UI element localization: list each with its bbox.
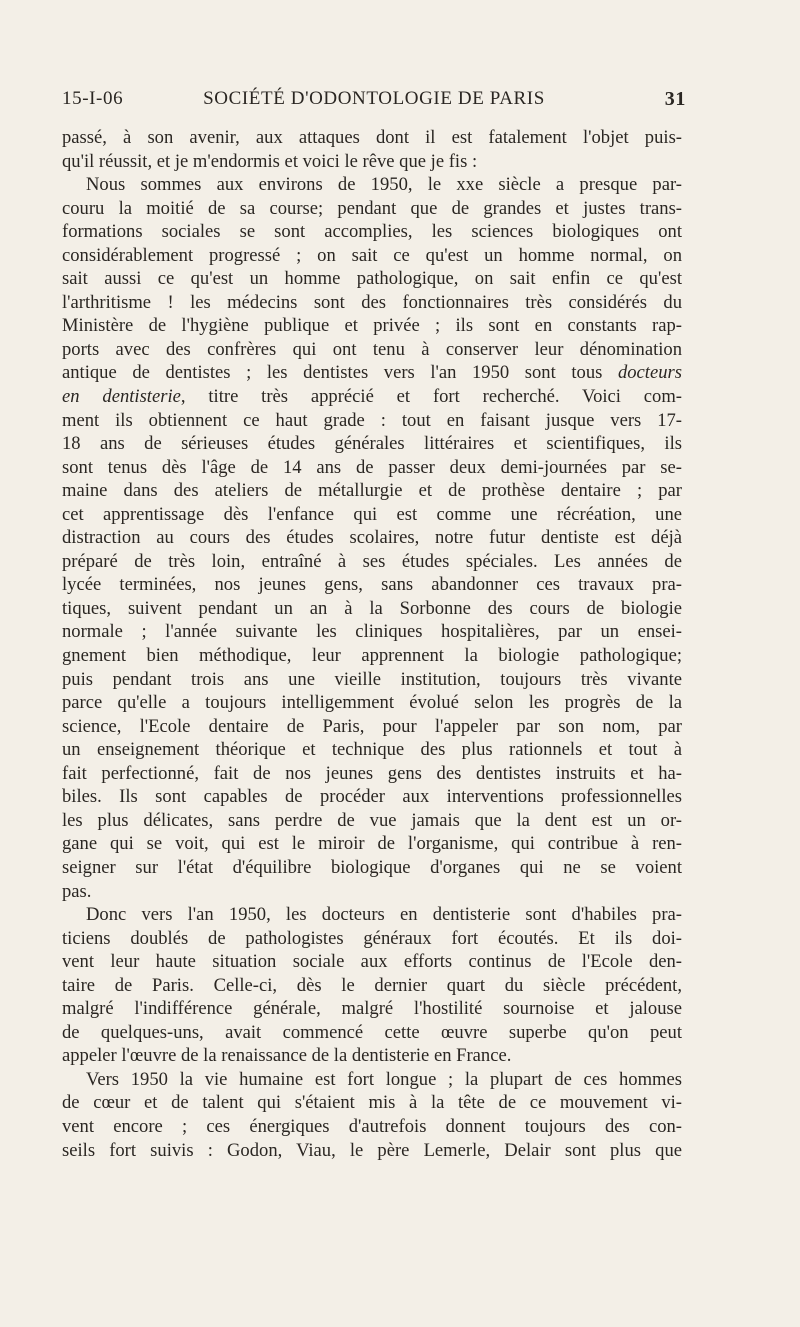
line-text: vent leur haute situation sociale aux efforts continus de l'Ecole den- xyxy=(62,951,682,973)
text-line xyxy=(62,880,682,904)
header-date: 15-I-06 xyxy=(62,88,124,109)
line-text: 18 ans de sérieuses études générales littéraires et scientifiques, ils xyxy=(62,433,682,455)
line-text: l'arthritisme ! les médecins sont des fonctionnaires très considérés du xyxy=(62,291,682,313)
line-text: maine dans des ateliers de métallurgie et de prothèse dentaire ; par xyxy=(62,480,682,502)
text-line xyxy=(62,832,682,856)
italic-text: docteurs xyxy=(617,362,682,384)
header-title: SOCIÉTÉ D'ODONTOLOGIE DE PARIS xyxy=(203,88,545,109)
text-line xyxy=(62,150,682,174)
text-line xyxy=(62,1091,682,1115)
line-text: biles. Ils sont capables de procéder aux interventions professionnelles xyxy=(62,786,682,808)
text-line xyxy=(62,432,682,456)
text-line xyxy=(62,644,682,668)
line-text: cet apprentissage dès l'enfance qui est comme une récréation, une xyxy=(62,503,682,525)
line-text: passé, à son avenir, aux attaques dont il est fatalement l'objet puis- xyxy=(62,127,682,148)
text-line xyxy=(62,691,682,715)
line-text: antique de dentistes ; les dentistes vers l'an 1950 sont tous xyxy=(62,362,603,384)
text-line xyxy=(62,809,682,833)
page-number: 31 xyxy=(664,88,686,110)
text-line xyxy=(62,456,682,480)
text-line xyxy=(62,126,682,150)
line-text: fait perfectionné, fait de nos jeunes gens des dentistes instruits et ha- xyxy=(62,762,682,784)
text-line xyxy=(62,267,682,291)
line-text: ticiens doublés de pathologistes généraux fort écoutés. Et ils doi- xyxy=(62,927,682,949)
text-line xyxy=(62,1139,682,1163)
text-line xyxy=(62,244,682,268)
line-text: ment ils obtiennent ce haut grade : tout en faisant jusque vers 17- xyxy=(62,409,682,431)
line-text: qu'il réussit, et je m'endormis et voici le rêve que je fis : xyxy=(62,150,478,172)
line-text: de cœur et de talent qui s'étaient mis à la tête de ce mouvement vi- xyxy=(62,1092,682,1114)
line-text: , titre très apprécié et fort recherché. Voici com- xyxy=(180,386,682,408)
line-text: préparé de très loin, entraîné à ses études spéciales. Les années de xyxy=(62,550,682,572)
text-line xyxy=(62,503,682,527)
text-line xyxy=(62,785,682,809)
line-text: ports avec des confrères qui ont tenu à conserver leur dénomination xyxy=(62,338,682,360)
line-text: de quelques-uns, avait commencé cette œuvre superbe qu'on peut xyxy=(62,1021,682,1043)
text-line xyxy=(62,361,682,385)
text-line xyxy=(62,220,682,244)
line-text: couru la moitié de sa course; pendant que de grandes et justes trans- xyxy=(62,197,682,219)
text-line xyxy=(62,409,682,433)
line-text: seils fort suivis : Godon, Viau, le père Lemerle, Delair sont plus que xyxy=(62,1139,682,1161)
text-line xyxy=(62,856,682,880)
text-line xyxy=(62,927,682,951)
text-line xyxy=(62,479,682,503)
body-text xyxy=(62,126,682,1162)
line-text: Vers 1950 la vie humaine est fort longue ; la plupart de ces hommes xyxy=(86,1068,682,1090)
line-text: Donc vers l'an 1950, les docteurs en dentisterie sont d'habiles pra- xyxy=(86,904,682,926)
line-text: taire de Paris. Celle-ci, dès le dernier quart du siècle précédent, xyxy=(62,974,682,996)
text-line xyxy=(62,738,682,762)
text-line xyxy=(62,762,682,786)
text-line xyxy=(62,1115,682,1139)
text-line xyxy=(62,974,682,998)
text-line xyxy=(62,1068,682,1092)
text-line xyxy=(62,573,682,597)
line-text: considérablement progressé ; on sait ce qu'est un homme normal, on xyxy=(62,244,682,266)
line-text: appeler l'œuvre de la renaissance de la dentisterie en France. xyxy=(62,1045,512,1067)
line-text: gnement bien méthodique, leur apprennent la biologie pathologique; xyxy=(62,645,682,667)
line-text: les plus délicates, sans perdre de vue jamais que la dent est un or- xyxy=(62,809,682,831)
running-header xyxy=(62,88,686,114)
text-line xyxy=(62,385,682,409)
line-text: lycée terminées, nos jeunes gens, sans abandonner ces travaux pra- xyxy=(62,574,682,596)
text-line xyxy=(62,291,682,315)
line-text: tiques, suivent pendant un an à la Sorbonne des cours de biologie xyxy=(62,597,682,619)
line-text: puis pendant trois ans une vieille institution, toujours très vivante xyxy=(62,668,682,690)
line-text: parce qu'elle a toujours intelligemment évolué selon les progrès de la xyxy=(62,692,682,714)
text-line xyxy=(62,550,682,574)
line-text: Nous sommes aux environs de 1950, le xxe siècle a presque par- xyxy=(86,174,682,196)
text-line xyxy=(62,620,682,644)
text-line xyxy=(62,597,682,621)
line-text: sont tenus dès l'âge de 14 ans de passer deux demi-journées par se- xyxy=(62,456,682,478)
text-line xyxy=(62,314,682,338)
line-text: formations sociales se sont accomplies, les sciences biologiques ont xyxy=(62,221,682,243)
line-text: Ministère de l'hygiène publique et privée ; ils sont en constants rap- xyxy=(62,315,682,337)
line-text: malgré l'indifférence générale, malgré l'hostilité sournoise et jalouse xyxy=(62,998,682,1020)
text-line xyxy=(62,715,682,739)
line-text: science, l'Ecole dentaire de Paris, pour l'appeler par son nom, par xyxy=(62,715,682,737)
text-line xyxy=(62,338,682,362)
text-line xyxy=(62,197,682,221)
line-text: normale ; l'année suivante les cliniques hospitalières, par un ensei- xyxy=(62,621,682,643)
text-line xyxy=(62,173,682,197)
text-line xyxy=(62,1021,682,1045)
line-text: seigner sur l'état d'équilibre biologique d'organes qui ne se voient xyxy=(62,856,682,878)
line-text: distraction au cours des études scolaires, notre futur dentiste est déjà xyxy=(62,527,682,549)
text-line xyxy=(62,1044,682,1068)
line-text: vent encore ; ces énergiques d'autrefois donnent toujours des con- xyxy=(62,1115,682,1137)
line-text: sait aussi ce qu'est un homme pathologique, on sait enfin ce qu'est xyxy=(62,268,682,290)
text-line xyxy=(62,526,682,550)
text-line xyxy=(62,903,682,927)
line-text: pas. xyxy=(62,880,92,902)
italic-text: en dentisterie xyxy=(62,386,181,408)
line-text: un enseignement théorique et technique des plus rationnels et tout à xyxy=(62,739,682,761)
text-line xyxy=(62,668,682,692)
line-text: gane qui se voit, qui est le miroir de l'organisme, qui contribue à ren- xyxy=(62,833,682,855)
text-line xyxy=(62,950,682,974)
text-line xyxy=(62,997,682,1021)
